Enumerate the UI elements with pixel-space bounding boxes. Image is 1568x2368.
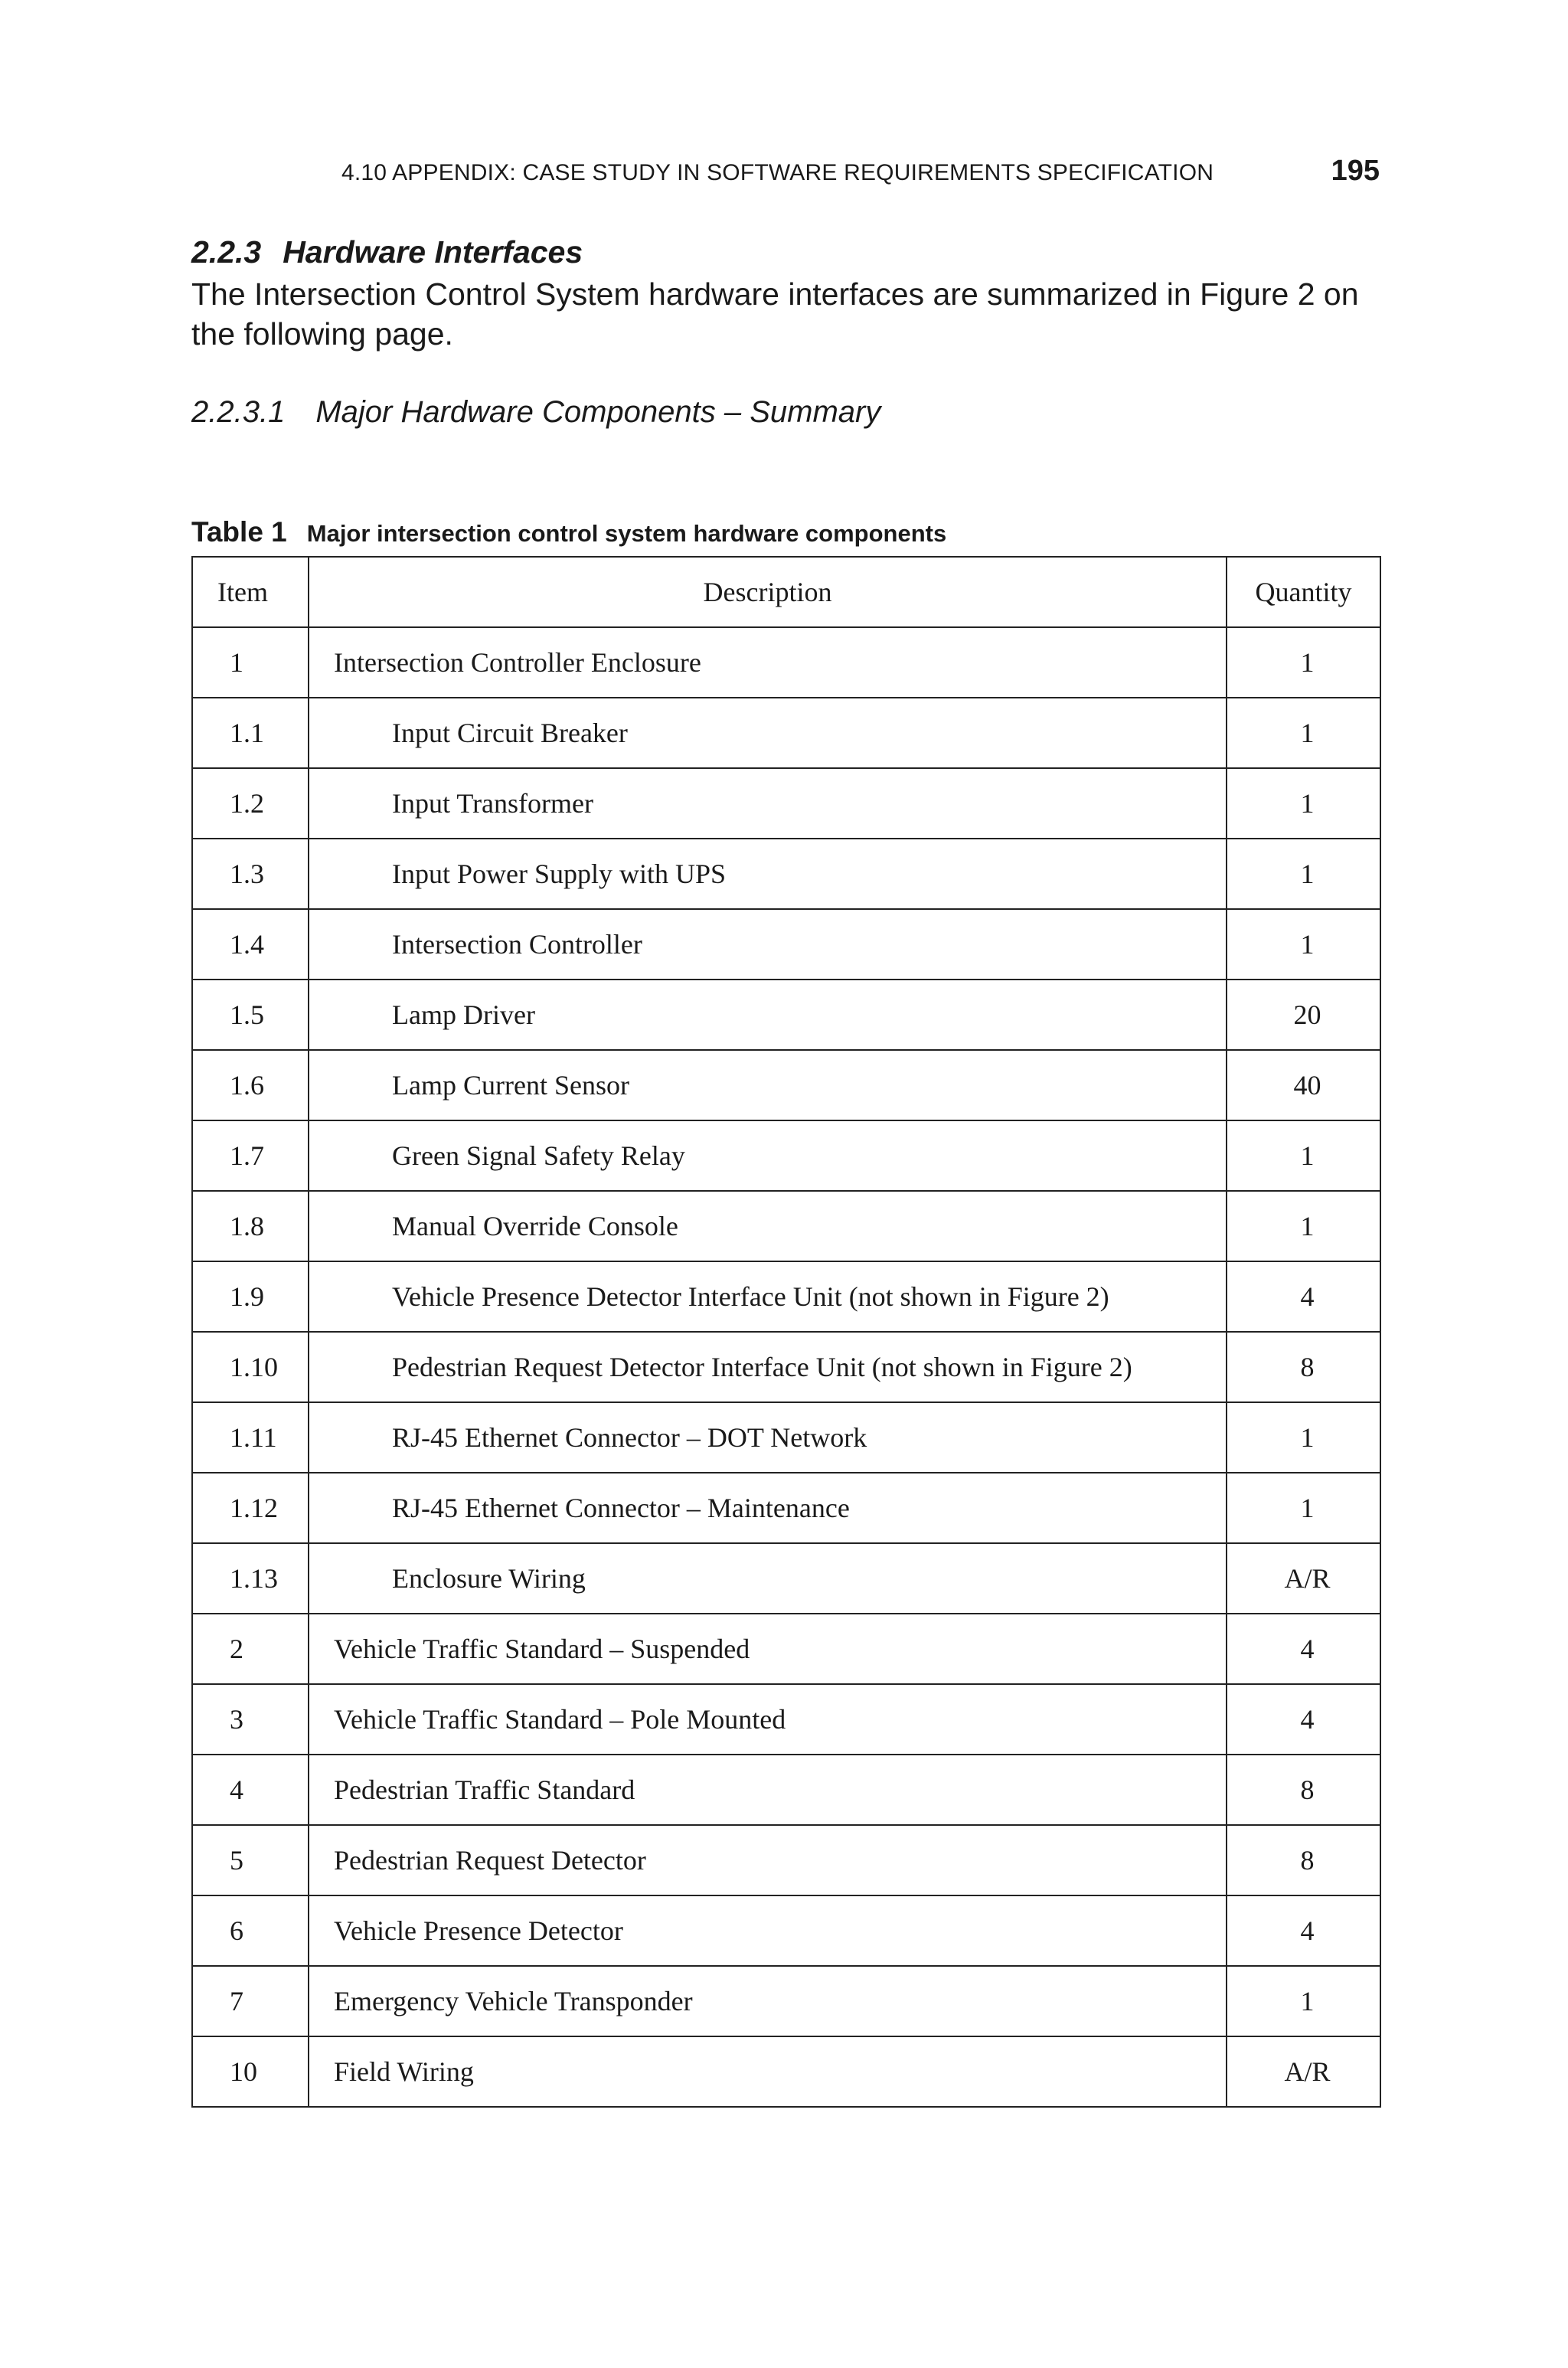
cell-description: Input Transformer [309,768,1227,839]
cell-description: Input Power Supply with UPS [309,839,1227,909]
cell-description: Intersection Controller [309,909,1227,980]
cell-quantity: A/R [1227,2036,1380,2107]
column-header-description: Description [309,557,1227,627]
cell-item: 1.13 [192,1543,309,1614]
cell-description: Pedestrian Request Detector [309,1825,1227,1895]
cell-quantity: 1 [1227,768,1380,839]
cell-item: 6 [192,1895,309,1966]
hardware-components-table [191,556,1381,2108]
cell-item: 7 [192,1966,309,2036]
cell-item: 3 [192,1684,309,1755]
table-row [192,909,1380,980]
cell-item: 1.6 [192,1050,309,1120]
cell-item: 1.3 [192,839,309,909]
cell-description: Intersection Controller Enclosure [309,627,1227,698]
table-row [192,1402,1380,1473]
table-header-row [192,557,1380,627]
cell-quantity: 8 [1227,1755,1380,1825]
cell-description: Vehicle Presence Detector [309,1895,1227,1966]
cell-item: 1.8 [192,1191,309,1261]
subsection-number: 2.2.3.1 [191,395,286,429]
section-number: 2.2.3 [191,234,262,270]
cell-quantity: 40 [1227,1050,1380,1120]
cell-item: 10 [192,2036,309,2107]
cell-item: 1 [192,627,309,698]
table-row [192,1895,1380,1966]
table-row [192,839,1380,909]
page-header [341,155,1380,195]
cell-quantity: 8 [1227,1332,1380,1402]
table-row [192,1120,1380,1191]
cell-item: 1.9 [192,1261,309,1332]
table-row [192,1543,1380,1614]
table-row [192,627,1380,698]
cell-quantity: 1 [1227,909,1380,980]
cell-item: 4 [192,1755,309,1825]
table-row [192,1050,1380,1120]
cell-description: Vehicle Presence Detector Interface Unit (not shown in Figure 2) [309,1261,1227,1332]
table-row [192,768,1380,839]
table-row [192,1614,1380,1684]
column-header-quantity: Quantity [1227,557,1380,627]
table-row [192,1261,1380,1332]
cell-quantity: 4 [1227,1895,1380,1966]
cell-item: 1.2 [192,768,309,839]
cell-quantity: 8 [1227,1825,1380,1895]
table-row [192,698,1380,768]
cell-description: Lamp Current Sensor [309,1050,1227,1120]
cell-item: 1.7 [192,1120,309,1191]
cell-description: Emergency Vehicle Transponder [309,1966,1227,2036]
cell-quantity: 1 [1227,1191,1380,1261]
cell-item: 1.10 [192,1332,309,1402]
subsection-title: Major Hardware Components – Summary [315,395,881,429]
page-number: 195 [1331,155,1380,187]
table-row [192,1332,1380,1402]
cell-quantity: A/R [1227,1543,1380,1614]
cell-item: 1.11 [192,1402,309,1473]
cell-description: Input Circuit Breaker [309,698,1227,768]
running-head: 4.10 APPENDIX: CASE STUDY IN SOFTWARE REQUIREMENTS SPECIFICATION [341,160,1214,185]
cell-description: Lamp Driver [309,980,1227,1050]
cell-item: 1.1 [192,698,309,768]
cell-item: 2 [192,1614,309,1684]
cell-item: 1.4 [192,909,309,980]
cell-description: Vehicle Traffic Standard – Pole Mounted [309,1684,1227,1755]
section-body-paragraph: The Intersection Control System hardware interfaces are summarized in Figure 2 on the following page. [191,276,1359,352]
cell-item: 5 [192,1825,309,1895]
column-header-item: Item [192,557,309,627]
section-heading [191,234,1386,270]
table-row [192,1473,1380,1543]
table-caption [191,516,1386,548]
cell-quantity: 4 [1227,1684,1380,1755]
cell-quantity: 4 [1227,1614,1380,1684]
table-row [192,980,1380,1050]
cell-description: Vehicle Traffic Standard – Suspended [309,1614,1227,1684]
cell-quantity: 1 [1227,1402,1380,1473]
cell-quantity: 4 [1227,1261,1380,1332]
cell-description: RJ-45 Ethernet Connector – Maintenance [309,1473,1227,1543]
cell-quantity: 1 [1227,627,1380,698]
cell-description: Pedestrian Traffic Standard [309,1755,1227,1825]
table-body [192,627,1380,2107]
table-row [192,1966,1380,2036]
table-row [192,1755,1380,1825]
cell-description: Green Signal Safety Relay [309,1120,1227,1191]
cell-description: Pedestrian Request Detector Interface Unit (not shown in Figure 2) [309,1332,1227,1402]
cell-quantity: 1 [1227,1473,1380,1543]
cell-quantity: 20 [1227,980,1380,1050]
subsection-heading [191,395,1386,430]
cell-quantity: 1 [1227,1966,1380,2036]
table-caption-label: Table 1 [191,516,287,548]
table-caption-title: Major intersection control system hardware components [306,520,947,547]
table-row [192,1825,1380,1895]
cell-description: Manual Override Console [309,1191,1227,1261]
cell-item: 1.5 [192,980,309,1050]
cell-description: Enclosure Wiring [309,1543,1227,1614]
cell-description: Field Wiring [309,2036,1227,2107]
cell-description: RJ-45 Ethernet Connector – DOT Network [309,1402,1227,1473]
cell-quantity: 1 [1227,698,1380,768]
table-row [192,1684,1380,1755]
table-row [192,1191,1380,1261]
cell-quantity: 1 [1227,1120,1380,1191]
cell-quantity: 1 [1227,839,1380,909]
table-row [192,2036,1380,2107]
cell-item: 1.12 [192,1473,309,1543]
section-title: Hardware Interfaces [283,234,583,270]
